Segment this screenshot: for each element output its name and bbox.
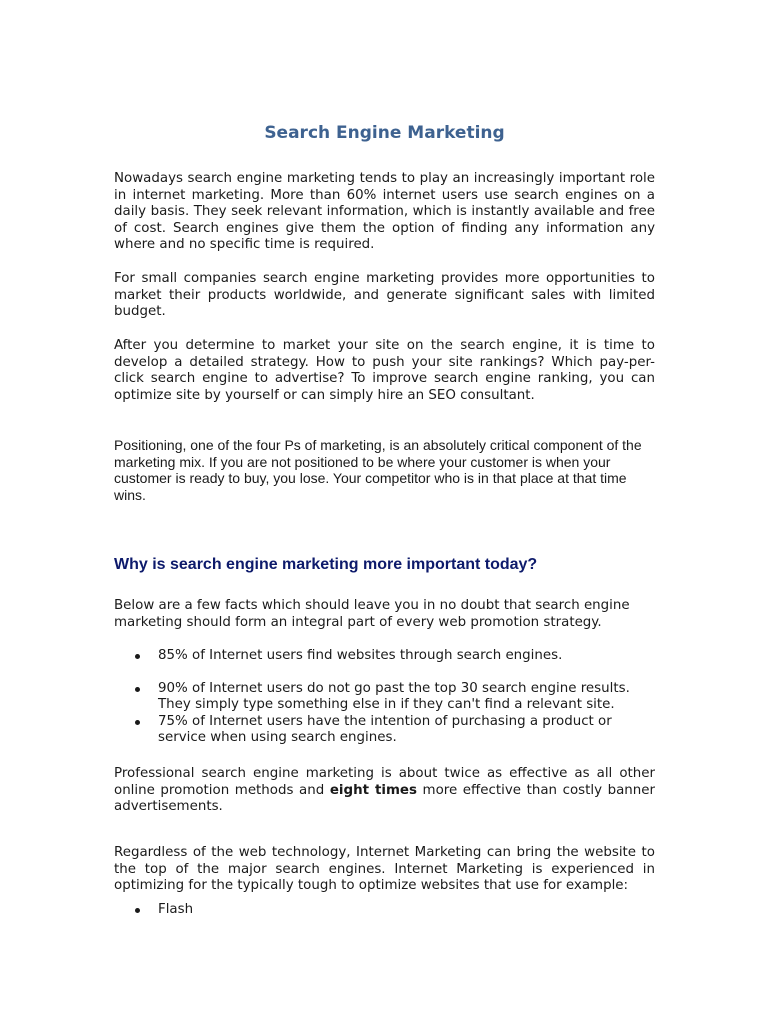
list-item xyxy=(114,681,655,714)
strategy-paragraph: After you determine to market your site on the search engine, it is time to develop a detailed strategy. How to push your site rankings? Which pay-per-click search engine to advertise? To improve search engine ranking, you can optimize site by yourself or can simply hire an SEO consultant. xyxy=(114,338,655,403)
bullet-icon xyxy=(135,908,140,913)
intro-paragraph: Nowadays search engine marketing tends to play an increasingly important role in internet marketing. More than 60% internet users use search engines on a daily basis. They seek relevant information, which is instantly available and free of cost. Search engines give them the option of finding any information any where and no specific time is required. xyxy=(114,171,655,252)
effectiveness-text-end: more effective than costly banner advertisements. xyxy=(114,782,656,814)
fact-text: 85% of Internet users find websites through search engines. xyxy=(158,648,563,663)
bullet-icon xyxy=(135,720,140,725)
facts-intro-paragraph: Below are a few facts which should leave you in no doubt that search engine marketing should form an integral part of every web promotion strategy. xyxy=(114,598,630,630)
bullet-icon xyxy=(135,654,140,659)
bullet-icon xyxy=(135,687,140,692)
fact-text: 90% of Internet users do not go past the top 30 search engine results. They simply type something else in if they can't find a relevant site. xyxy=(158,680,630,712)
technology-paragraph: Regardless of the web technology, Internet Marketing can bring the website to the top of the major search engines. Internet Marketing is experienced in optimizing for the typically tough to optimize websites that use for example: xyxy=(114,845,655,893)
fact-text: 75% of Internet users have the intention of purchasing a product or service when using search engines. xyxy=(158,713,612,745)
effectiveness-paragraph xyxy=(114,766,655,816)
list-item xyxy=(114,714,655,747)
section-heading: Why is search engine marketing more important today? xyxy=(114,556,538,573)
list-item xyxy=(114,902,655,919)
small-companies-paragraph: For small companies search engine marketing provides more opportunities to market their products worldwide, and generate significant sales with limited budget. xyxy=(114,271,655,319)
eight-times-emphasis: eight times xyxy=(329,782,417,798)
page-title: Search Engine Marketing xyxy=(264,123,505,143)
technology-text: Flash xyxy=(158,902,194,917)
effectiveness-text: Professional search engine marketing is about twice as effective as all other online promotion methods and xyxy=(114,766,655,798)
facts-list xyxy=(114,648,655,747)
positioning-paragraph: Positioning, one of the four Ps of marketing, is an absolutely critical component of the marketing mix. If you are not positioned to be where your customer is when your customer is ready to buy, you lose. Your competitor who is in that place at that time wins. xyxy=(114,437,642,503)
technology-list xyxy=(114,902,655,919)
list-item xyxy=(114,648,655,665)
